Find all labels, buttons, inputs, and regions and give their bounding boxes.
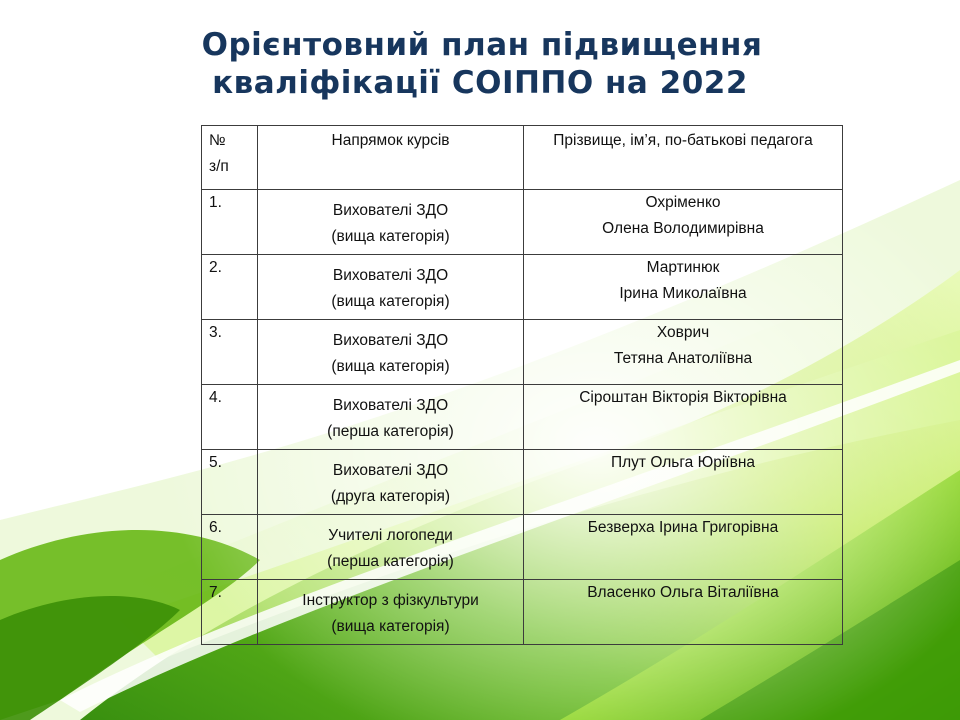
qualification-plan-table	[201, 125, 843, 645]
row-course	[258, 580, 524, 645]
row-course	[258, 450, 524, 515]
title-line-1: Орієнтовний план підвищення	[201, 27, 763, 63]
row-person	[524, 255, 843, 320]
row-person	[524, 190, 843, 255]
table-header-row	[202, 126, 843, 190]
row-person	[524, 580, 843, 645]
course-line: (вища категорія)	[331, 293, 450, 310]
course-line: Інструктор з фізкультури	[302, 592, 479, 609]
row-course	[258, 385, 524, 450]
row-course	[258, 255, 524, 320]
row-course	[258, 320, 524, 385]
course-line: (перша категорія)	[327, 423, 454, 440]
row-person	[524, 515, 843, 580]
row-number: 1.	[202, 190, 258, 255]
person-line: Олена Володимирівна	[602, 220, 764, 237]
header-number-line-2: з/п	[209, 158, 229, 175]
course-line: (друга категорія)	[330, 488, 451, 505]
course-line: Вихователі ЗДО	[332, 267, 449, 284]
course-line: Вихователі ЗДО	[332, 462, 449, 479]
table-row	[202, 515, 843, 580]
course-line: Учителі логопеди	[328, 527, 453, 544]
row-number: 7.	[202, 580, 258, 645]
table-row	[202, 255, 843, 320]
person-line: Ховрич	[656, 324, 710, 341]
header-course: Напрямок курсів	[258, 126, 524, 190]
person-line: Власенко Ольга Віталіївна	[587, 584, 779, 601]
header-number-line-1: №	[209, 132, 226, 149]
table-row	[202, 320, 843, 385]
person-line: Охріменко	[645, 194, 721, 211]
row-number: 3.	[202, 320, 258, 385]
course-line: Вихователі ЗДО	[332, 202, 449, 219]
course-line: (вища категорія)	[331, 358, 450, 375]
person-line: Тетяна Анатоліївна	[613, 350, 753, 367]
table-row	[202, 450, 843, 515]
row-person	[524, 450, 843, 515]
course-line: Вихователі ЗДО	[332, 332, 449, 349]
page-title	[0, 26, 960, 102]
row-number: 2.	[202, 255, 258, 320]
row-course	[258, 515, 524, 580]
person-line: Сіроштан Вікторія Вікторівна	[579, 389, 787, 406]
row-number: 6.	[202, 515, 258, 580]
table-row	[202, 190, 843, 255]
row-person	[524, 320, 843, 385]
title-line-2: кваліфікації СОІППО на 2022	[212, 65, 748, 101]
row-person	[524, 385, 843, 450]
header-number	[202, 126, 258, 190]
person-line: Плут Ольга Юріївна	[610, 454, 756, 471]
row-course	[258, 190, 524, 255]
row-number: 4.	[202, 385, 258, 450]
person-line: Ірина Миколаївна	[619, 285, 747, 302]
course-line: (перша категорія)	[327, 553, 454, 570]
person-line: Безверха Ірина Григорівна	[587, 519, 779, 536]
row-number: 5.	[202, 450, 258, 515]
table-row	[202, 580, 843, 645]
person-line: Мартинюк	[646, 259, 720, 276]
course-line: (вища категорія)	[331, 228, 450, 245]
header-person: Прізвище, ім’я, по-батькові педагога	[524, 126, 843, 190]
course-line: Вихователі ЗДО	[332, 397, 449, 414]
course-line: (вища категорія)	[331, 618, 450, 635]
table-row	[202, 385, 843, 450]
